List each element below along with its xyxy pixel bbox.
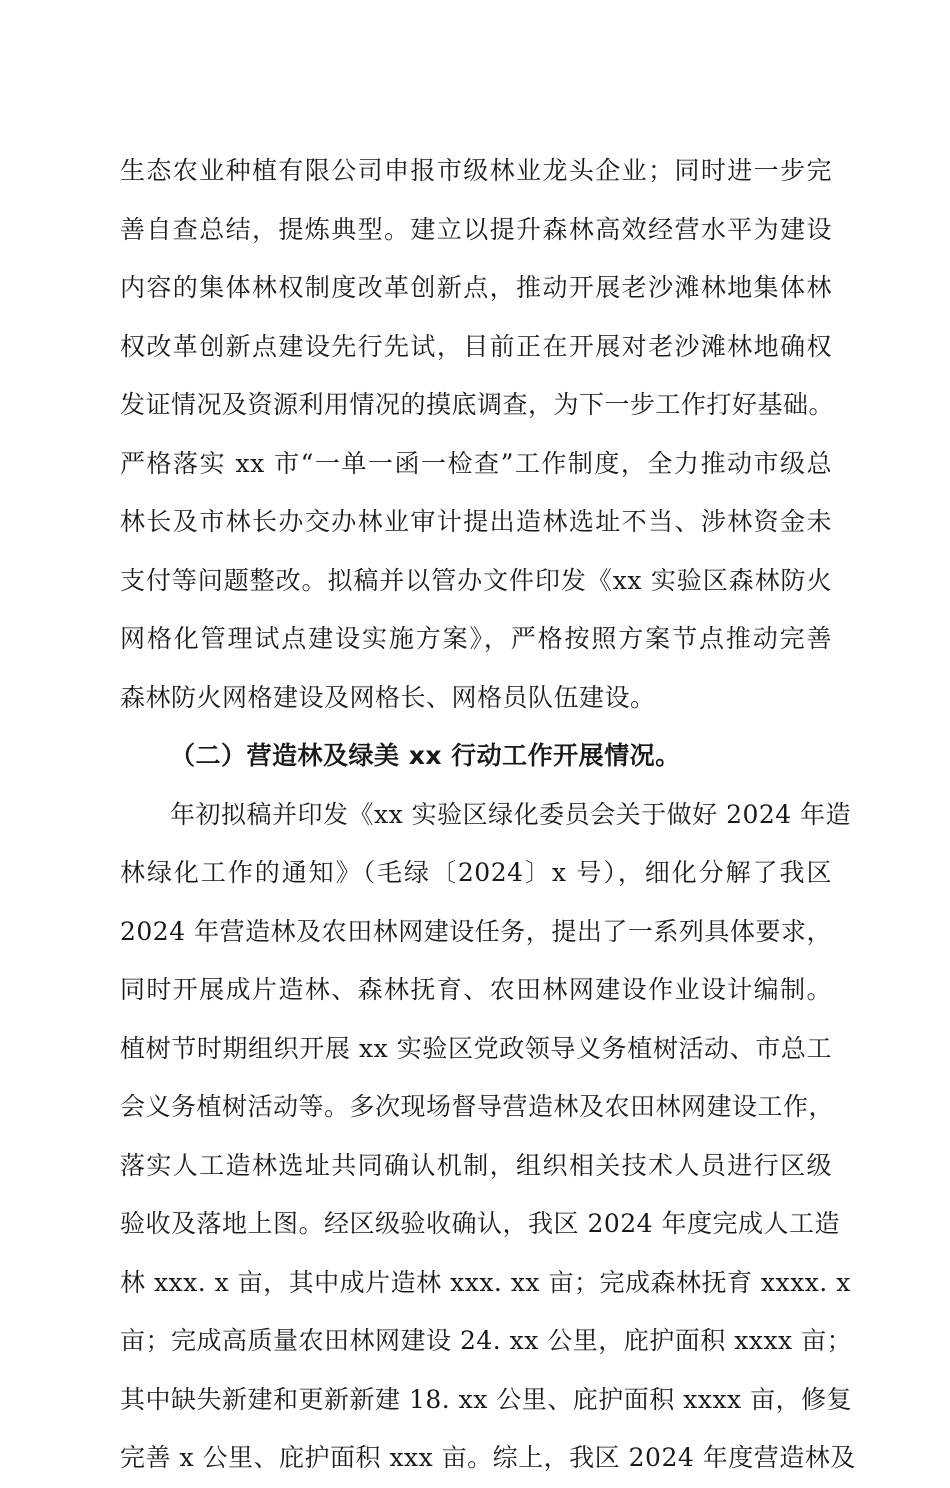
text-line: 发证情况及资源利用情况的摸底调查，为下一步工作打好基础。: [120, 390, 835, 419]
text-line: 林长及市林长办交办林业审计提出造林选址不当、涉林资金未: [120, 507, 832, 536]
text-line: 森林防火网格建设及网格长、网格员队伍建设。: [120, 682, 656, 712]
text-line: 2024 年营造林及农田林网建设任务，提出了一系列具体要求，: [120, 916, 832, 946]
text-line: 林 xxx. x 亩，其中成片造林 xxx. xx 亩；完成森林抚育 xxxx. x: [120, 1267, 851, 1297]
text-line: 亩；完成高质量农田林网建设 24. xx 公里，庇护面积 xxxx 亩；: [120, 1326, 853, 1355]
text-line: 支付等问题整改。拟稿并以管办文件印发《xx 实验区森林防火: [120, 565, 832, 595]
text-line: 同时开展成片造林、森林抚育、农田林网建设作业设计编制。: [120, 975, 832, 1004]
text-line: 网格化管理试点建设实施方案》，严格按照方案节点推动完善: [120, 624, 832, 653]
text-line: 完善 x 公里、庇护面积 xxx 亩。综上，我区 2024 年度营造林及: [120, 1443, 856, 1472]
text-line: 其中缺失新建和更新新建 18. xx 公里、庇护面积 xxxx 亩，修复: [120, 1384, 853, 1414]
text-line: 严格落实 xx 市“一单一函一检查”工作制度，全力推动市级总: [120, 448, 832, 478]
section-heading: （二）营造林及绿美 xx 行动工作开展情况。: [170, 741, 681, 770]
text-line: 会义务植树活动等。多次现场督导营造林及农田林网建设工作，: [120, 1092, 835, 1121]
text-line: 落实人工造林选址共同确认机制，组织相关技术人员进行区级: [120, 1150, 832, 1180]
text-line: 内容的集体林权制度改革创新点，推动开展老沙滩林地集体林: [120, 273, 832, 302]
paragraph-afforestation: [120, 786, 856, 1488]
text-line: 生态农业种植有限公司申报市级林业龙头企业；同时进一步完: [120, 156, 832, 185]
text-line: 权改革创新点建设先行先试，目前正在开展对老沙滩林地确权: [120, 331, 832, 361]
text-line: 年初拟稿并印发《xx 实验区绿化委员会关于做好 2024 年造: [170, 799, 852, 829]
text-line: 验收及落地上图。经区级验收确认，我区 2024 年度完成人工造: [120, 1209, 841, 1238]
paragraph-forest-reform: [120, 142, 835, 727]
document-body: [120, 142, 856, 1488]
text-line: 植树节时期组织开展 xx 实验区党政领导义务植树活动、市总工: [120, 1033, 832, 1063]
text-line: 林绿化工作的通知》（毛绿〔2024〕x 号），细化分解了我区: [120, 858, 832, 887]
text-line: 善自查总结，提炼典型。建立以提升森林高效经营水平为建设: [120, 214, 832, 244]
